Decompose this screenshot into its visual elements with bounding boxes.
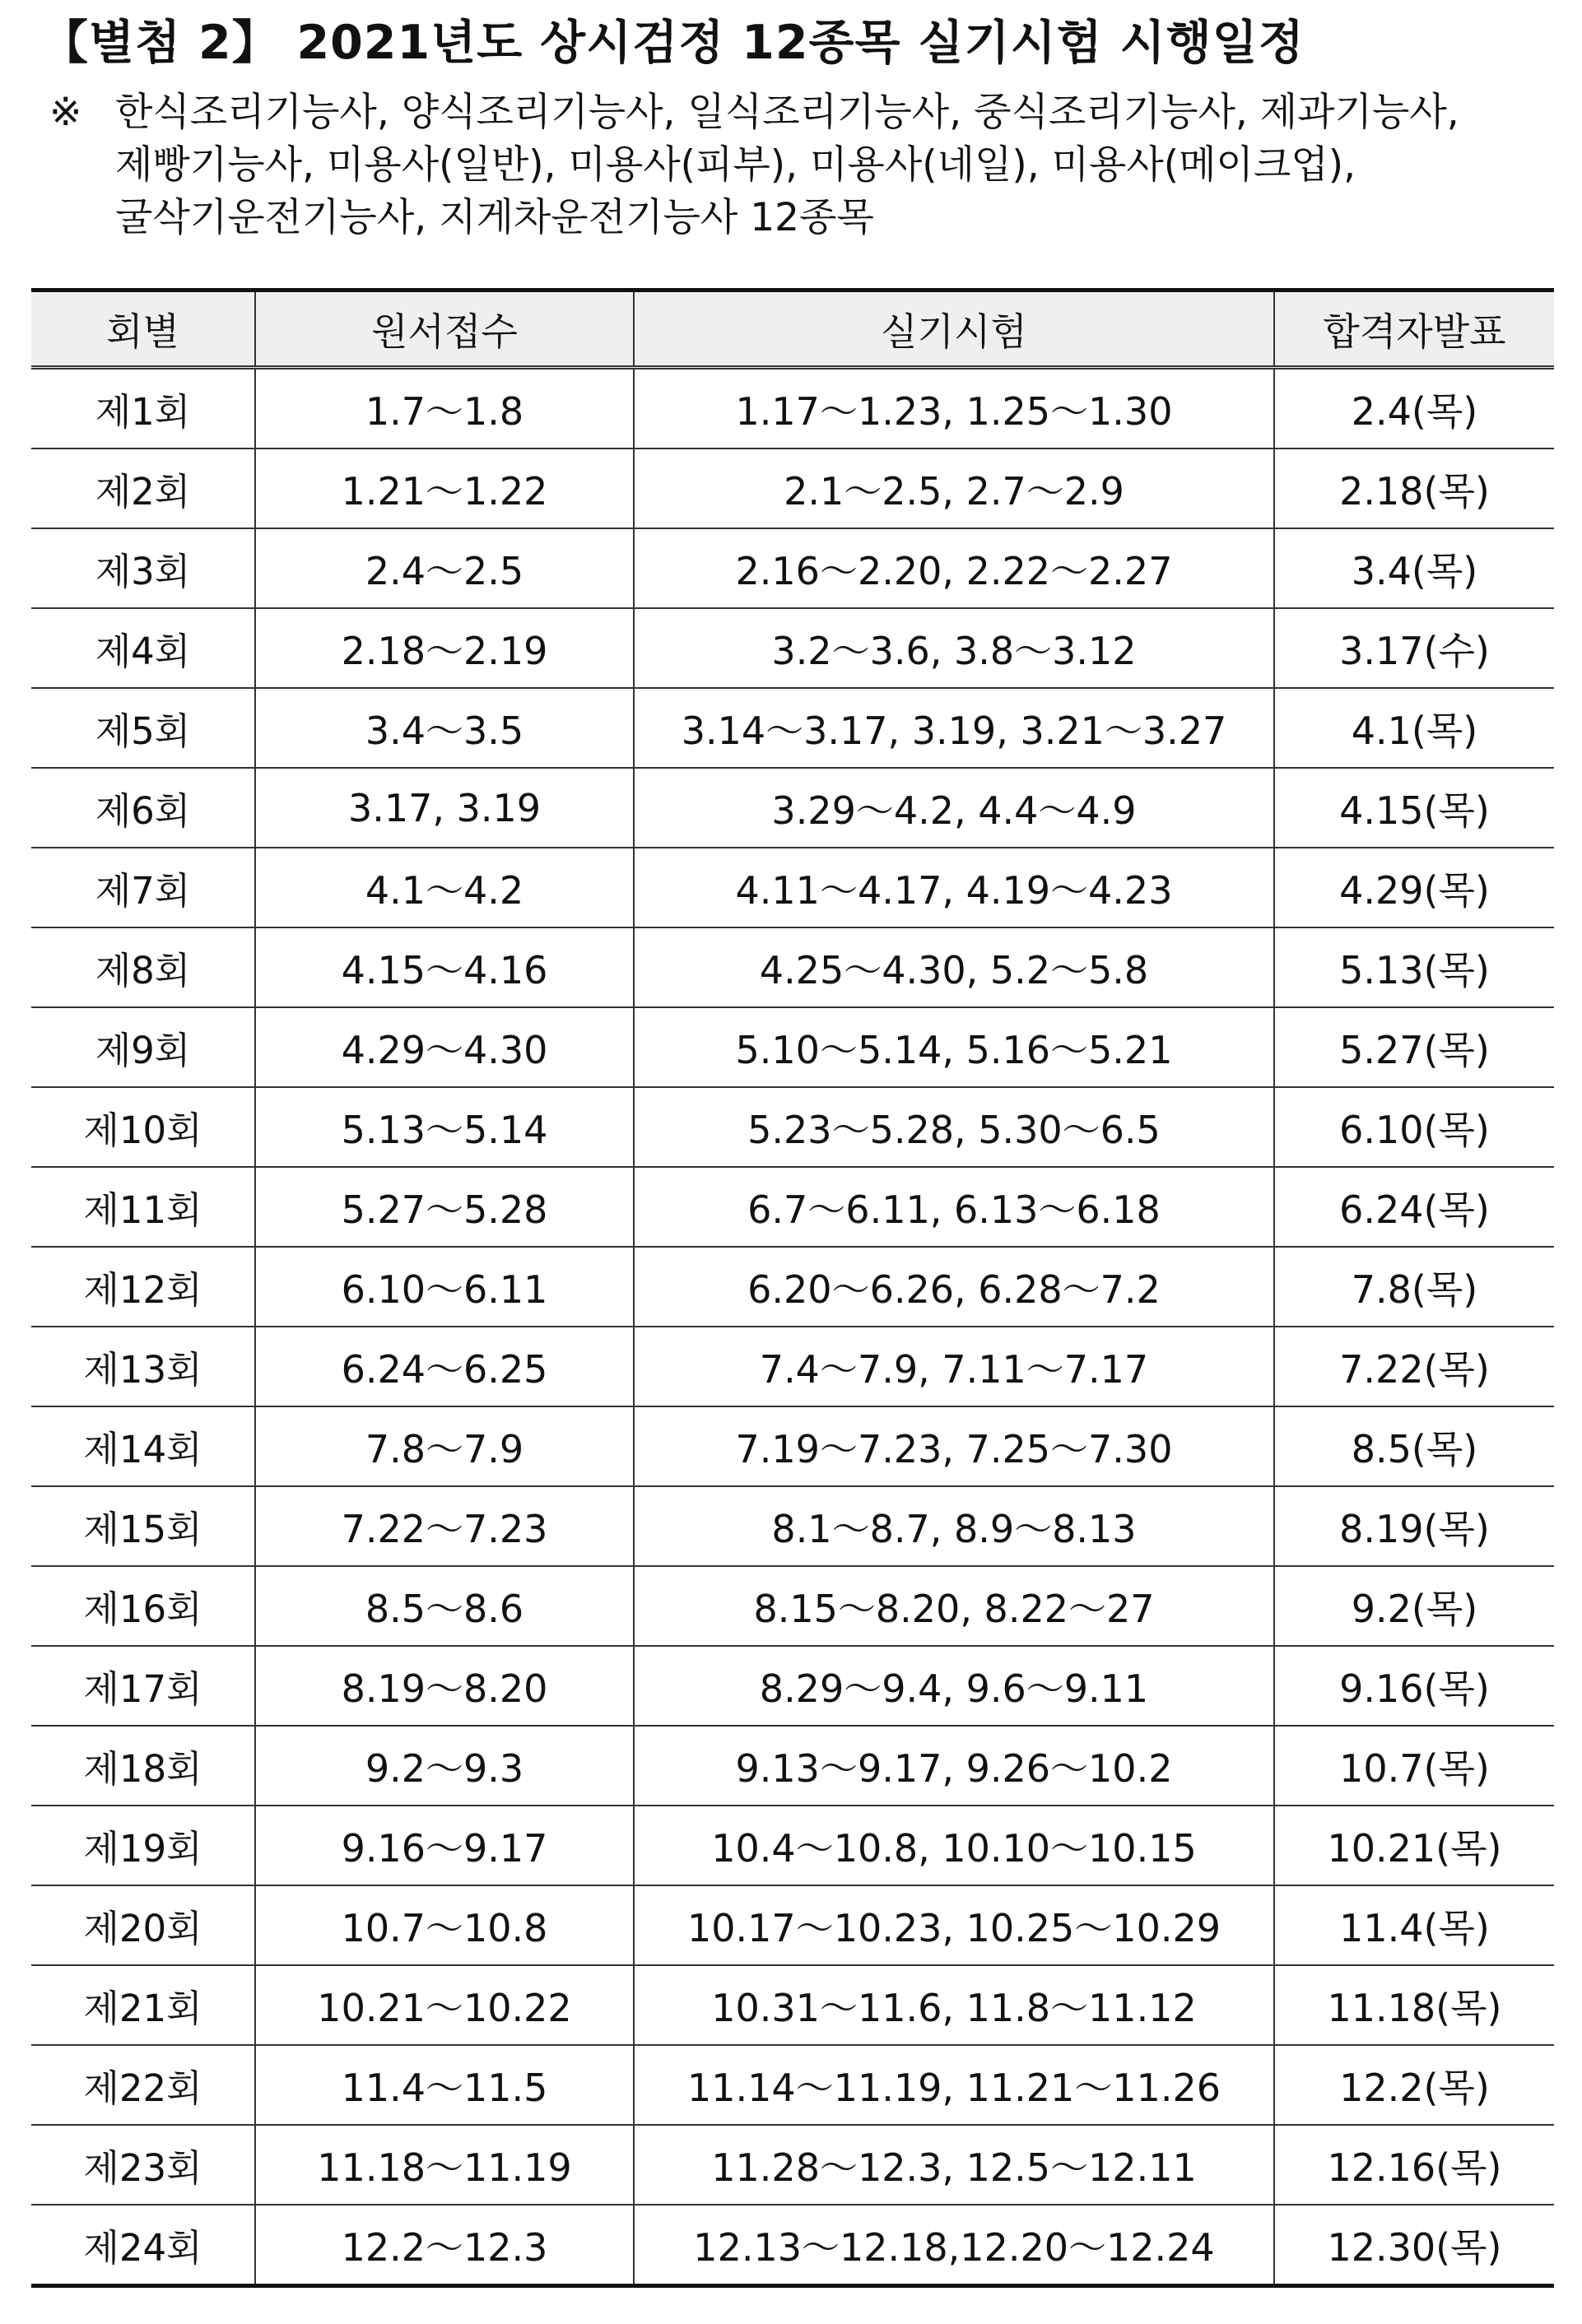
result-cell: 2.18(목) [1274,449,1554,528]
application-cell: 3.4～3.5 [255,688,634,768]
practical-exam-cell: 11.14～11.19, 11.21～11.26 [634,2045,1274,2125]
round-cell: 제3회 [31,528,255,608]
result-cell: 10.7(목) [1274,1726,1554,1806]
practical-exam-cell: 5.23～5.28, 5.30～6.5 [634,1087,1274,1167]
table-row [31,1327,1554,1406]
result-cell: 11.4(목) [1274,1885,1554,1965]
result-cell: 4.29(목) [1274,848,1554,927]
round-cell: 제4회 [31,608,255,688]
result-cell: 11.18(목) [1274,1965,1554,2045]
result-cell: 5.27(목) [1274,1007,1554,1087]
round-cell: 제13회 [31,1327,255,1406]
round-cell: 제6회 [31,768,255,848]
practical-exam-cell: 3.29～4.2, 4.4～4.9 [634,768,1274,848]
practical-exam-cell: 7.4～7.9, 7.11～7.17 [634,1327,1274,1406]
round-cell: 제15회 [31,1486,255,1566]
result-cell: 8.5(목) [1274,1406,1554,1486]
result-cell: 12.30(목) [1274,2205,1554,2286]
application-cell: 2.18～2.19 [255,608,634,688]
result-cell: 7.8(목) [1274,1247,1554,1327]
table-row [31,1087,1554,1167]
practical-exam-cell: 10.17～10.23, 10.25～10.29 [634,1885,1274,1965]
application-cell: 7.8～7.9 [255,1406,634,1486]
application-cell: 2.4～2.5 [255,528,634,608]
practical-exam-cell: 3.14～3.17, 3.19, 3.21～3.27 [634,688,1274,768]
application-cell: 9.2～9.3 [255,1726,634,1806]
note-text [115,86,1564,244]
practical-exam-cell: 2.16～2.20, 2.22～2.27 [634,528,1274,608]
application-cell: 11.18～11.19 [255,2125,634,2205]
application-cell: 6.24～6.25 [255,1327,634,1406]
round-cell: 제17회 [31,1646,255,1726]
table-row [31,2205,1554,2286]
table-row [31,1007,1554,1087]
result-cell: 12.16(목) [1274,2125,1554,2205]
result-cell: 9.16(목) [1274,1646,1554,1726]
table-row [31,768,1554,848]
schedule-body [31,368,1554,2286]
round-cell: 제5회 [31,688,255,768]
table-row [31,1965,1554,2045]
result-cell: 8.19(목) [1274,1486,1554,1566]
table-row [31,1167,1554,1247]
practical-exam-cell: 9.13～9.17, 9.26～10.2 [634,1726,1274,1806]
round-cell: 제20회 [31,1885,255,1965]
practical-exam-cell: 11.28～12.3, 12.5～12.11 [634,2125,1274,2205]
practical-exam-cell: 3.2～3.6, 3.8～3.12 [634,608,1274,688]
result-cell: 6.24(목) [1274,1167,1554,1247]
application-cell: 6.10～6.11 [255,1247,634,1327]
round-cell: 제9회 [31,1007,255,1087]
round-cell: 제24회 [31,2205,255,2286]
table-row [31,368,1554,449]
result-cell: 5.13(목) [1274,927,1554,1007]
application-cell: 5.27～5.28 [255,1167,634,1247]
table-row [31,2045,1554,2125]
table-row [31,1247,1554,1327]
header-application: 원서접수 [255,290,634,368]
application-cell: 9.16～9.17 [255,1806,634,1885]
result-cell: 3.17(수) [1274,608,1554,688]
table-row [31,608,1554,688]
round-cell: 제2회 [31,449,255,528]
round-cell: 제22회 [31,2045,255,2125]
result-cell: 12.2(목) [1274,2045,1554,2125]
practical-exam-cell: 8.29～9.4, 9.6～9.11 [634,1646,1274,1726]
table-row [31,1486,1554,1566]
application-cell: 11.4～11.5 [255,2045,634,2125]
round-cell: 제10회 [31,1087,255,1167]
application-cell: 3.17, 3.19 [255,768,634,848]
practical-exam-cell: 1.17～1.23, 1.25～1.30 [634,368,1274,449]
application-cell: 7.22～7.23 [255,1486,634,1566]
practical-exam-cell: 7.19～7.23, 7.25～7.30 [634,1406,1274,1486]
note-mark: ※ [49,90,82,135]
table-row [31,848,1554,927]
application-cell: 4.1～4.2 [255,848,634,927]
result-cell: 4.1(목) [1274,688,1554,768]
result-cell: 2.4(목) [1274,368,1554,449]
header-round: 회별 [31,290,255,368]
practical-exam-cell: 2.1～2.5, 2.7～2.9 [634,449,1274,528]
document-title: 【별첨 2】 2021년도 상시검정 12종목 실기시험 시행일정 [41,16,1305,70]
round-cell: 제16회 [31,1566,255,1646]
round-cell: 제8회 [31,927,255,1007]
table-row [31,1646,1554,1726]
table-row [31,1566,1554,1646]
result-cell: 4.15(목) [1274,768,1554,848]
round-cell: 제11회 [31,1167,255,1247]
schedule-table [31,288,1554,2288]
table-row [31,1885,1554,1965]
application-cell: 1.21～1.22 [255,449,634,528]
practical-exam-cell: 6.20～6.26, 6.28～7.2 [634,1247,1274,1327]
practical-exam-cell: 10.31～11.6, 11.8～11.12 [634,1965,1274,2045]
table-row [31,927,1554,1007]
result-cell: 7.22(목) [1274,1327,1554,1406]
application-cell: 12.2～12.3 [255,2205,634,2286]
round-cell: 제7회 [31,848,255,927]
practical-exam-cell: 4.11～4.17, 4.19～4.23 [634,848,1274,927]
application-cell: 8.19～8.20 [255,1646,634,1726]
table-row [31,449,1554,528]
application-cell: 5.13～5.14 [255,1087,634,1167]
header-practical-exam: 실기시험 [634,290,1274,368]
result-cell: 6.10(목) [1274,1087,1554,1167]
header-result-announcement: 합격자발표 [1274,290,1554,368]
practical-exam-cell: 12.13～12.18,12.20～12.24 [634,2205,1274,2286]
note-line: 굴삭기운전기능사, 지게차운전기능사 12종목 [115,195,874,240]
table-row [31,1406,1554,1486]
practical-exam-cell: 4.25～4.30, 5.2～5.8 [634,927,1274,1007]
round-cell: 제21회 [31,1965,255,2045]
round-cell: 제18회 [31,1726,255,1806]
header-row [31,290,1554,368]
table-row [31,1806,1554,1885]
round-cell: 제19회 [31,1806,255,1885]
application-cell: 4.29～4.30 [255,1007,634,1087]
result-cell: 10.21(목) [1274,1806,1554,1885]
application-cell: 8.5～8.6 [255,1566,634,1646]
round-cell: 제12회 [31,1247,255,1327]
note-line: 한식조리기능사, 양식조리기능사, 일식조리기능사, 중식조리기능사, 제과기능사, [115,90,1459,135]
result-cell: 9.2(목) [1274,1566,1554,1646]
practical-exam-cell: 5.10～5.14, 5.16～5.21 [634,1007,1274,1087]
application-cell: 10.7～10.8 [255,1885,634,1965]
round-cell: 제23회 [31,2125,255,2205]
application-cell: 10.21～10.22 [255,1965,634,2045]
practical-exam-cell: 8.1～8.7, 8.9～8.13 [634,1486,1274,1566]
note-line: 제빵기능사, 미용사(일반), 미용사(피부), 미용사(네일), 미용사(메이크업), [115,142,1356,188]
practical-exam-cell: 6.7～6.11, 6.13～6.18 [634,1167,1274,1247]
application-cell: 1.7～1.8 [255,368,634,449]
practical-exam-cell: 10.4～10.8, 10.10～10.15 [634,1806,1274,1885]
table-row [31,688,1554,768]
application-cell: 4.15～4.16 [255,927,634,1007]
table-row [31,528,1554,608]
table-row [31,1726,1554,1806]
result-cell: 3.4(목) [1274,528,1554,608]
table-row [31,2125,1554,2205]
practical-exam-cell: 8.15～8.20, 8.22～27 [634,1566,1274,1646]
round-cell: 제1회 [31,368,255,449]
round-cell: 제14회 [31,1406,255,1486]
